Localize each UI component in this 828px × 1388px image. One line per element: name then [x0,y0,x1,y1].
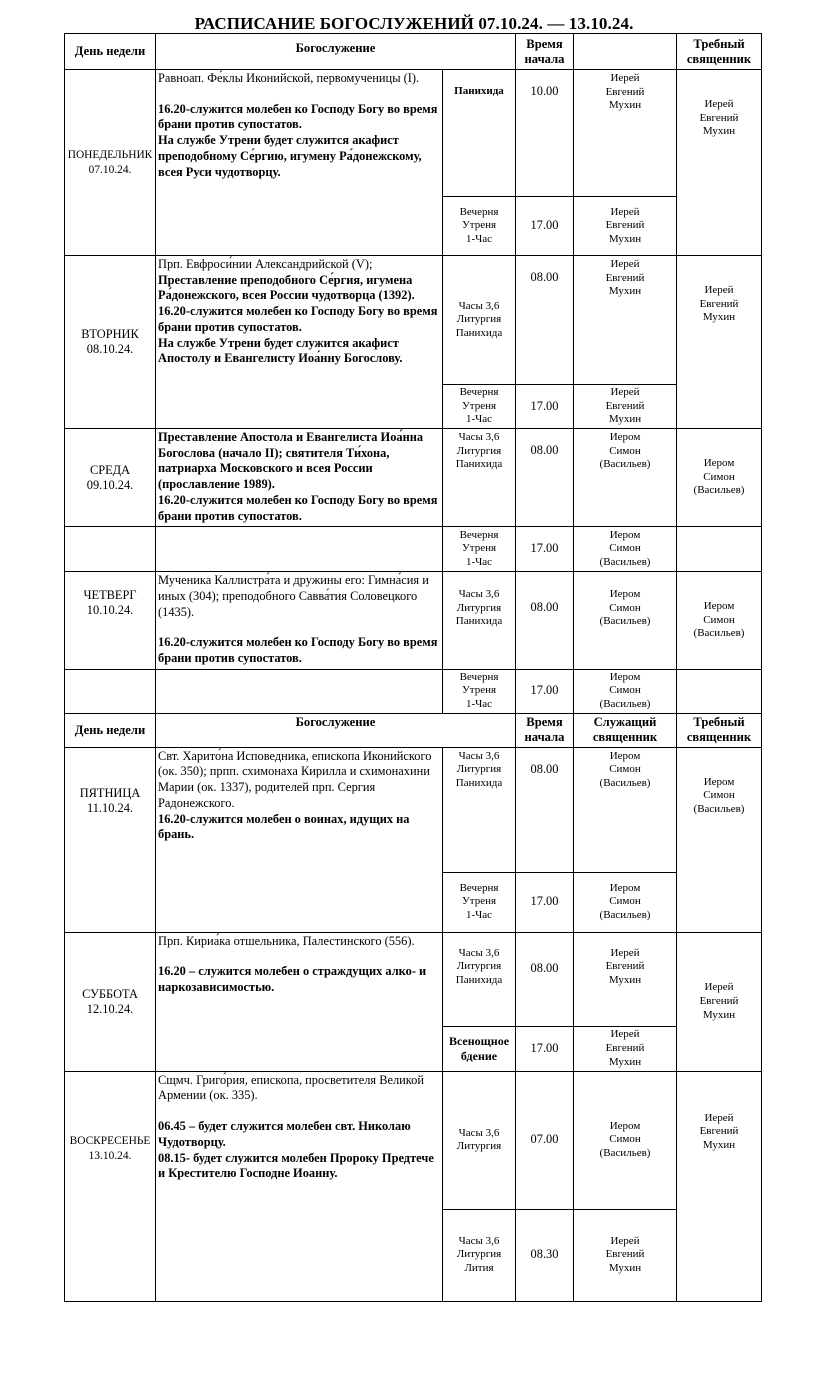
table-row [65,572,762,670]
start-time: 17.00 [516,669,574,713]
serving-priest: Иером Симон (Васильев) [574,669,677,713]
start-time: 10.00 [516,70,574,197]
header-time: Время начала [516,34,574,70]
start-time: 17.00 [516,197,574,256]
serving-priest: Иерей Евгений Мухин [574,1209,677,1301]
header-time: Время начала [516,713,574,747]
start-time: 17.00 [516,385,574,429]
serving-priest: Иером Симон (Васильев) [574,527,677,572]
header-day: День недели [65,34,156,70]
day-cell-wednesday: СРЕДА 09.10.24. [65,429,156,527]
table-header [65,34,762,70]
service-type: Часы 3,6 Литургия [443,1071,516,1209]
table-header [65,713,762,747]
service-type: Вечерня Утреня 1-Час [443,385,516,429]
header-serving: Служащий священник [574,713,677,747]
serving-priest: Иером Симон (Васильев) [574,747,677,872]
treb-priest: Иерей Евгений Мухин [677,1071,762,1301]
start-time: 08.00 [516,747,574,872]
header-treb: Требный священник [677,713,762,747]
empty-cell [677,527,762,572]
service-description: Преставление Апостола и Евангелиста Иоа́нна Богослова (начало II); святителя Ти́хона, патриарха Московского и всея России (прославление 1989). 16.20-служится молебен ко Господу Богу во время брани против супостатов. [156,429,443,527]
table-row [65,932,762,1026]
table-row [65,70,762,197]
service-type: Вечерня Утреня 1-Час [443,527,516,572]
service-description: Прп. Евфроси́нии Александрийской (V); Преставление преподобного Се́ргия, игумена Ра́донежского, всея России чудотворца (1392). 16.20-служится молебен ко Господу Богу во время брани против супостатов. На службе Утрени будет служится акафист Апостолу и Евангелисту Иоа́нну Богослову. [156,256,443,429]
service-type: Часы 3,6 Литургия Панихида [443,932,516,1026]
service-description: Мученика Каллистра́та и дружины его: Гимна́сия и иных (304); преподобного Савва́тия Соловецкого (1435). 16.20-служится молебен ко Господу Богу во время брани против супостатов. [156,572,443,670]
schedule-table [64,33,762,1302]
service-type: Вечерня Утреня 1-Час [443,872,516,932]
service-description: Прп. Кириа́ка отшельника, Палестинского (556). 16.20 – служится молебен о страждущих алко- и наркозависимостью. [156,932,443,1071]
day-cell-friday: ПЯТНИЦА 11.10.24. [65,747,156,932]
treb-priest: Иером Симон (Васильев) [677,429,762,527]
service-type: Часы 3,6 Литургия Панихида [443,429,516,527]
service-description: Сщмч. Григо́рия, епископа, просветителя Великой Армении (ок. 335). 06.45 – будет служится молебен свт. Николаю Чудотворцу. 08.15- будет служится молебен Пророку Предтече и Крестителю Господне Иоанну. [156,1071,443,1301]
start-time: 08.00 [516,256,574,385]
serving-priest: Иером Симон (Васильев) [574,572,677,670]
header-service: Богослужение [156,713,516,747]
day-cell-monday: ПОНЕДЕЛЬНИК 07.10.24. [65,70,156,256]
day-cell-tuesday: ВТОРНИК 08.10.24. [65,256,156,429]
treb-priest: Иером Симон (Васильев) [677,747,762,932]
start-time: 17.00 [516,872,574,932]
service-description: Свт. Харито́на Исповедника, епископа Иконийского (ок. 350); прпп. схимонаха Кирилла и схимонахини Марии (ок. 1337), родителей прп. Сергия Радонежского. 16.20-служится молебен о воинах, идущих на брань. [156,747,443,932]
service-type: Всенощное бдение [443,1026,516,1071]
header-service: Богослужение [156,34,516,70]
service-type: Часы 3,6 Литургия Лития [443,1209,516,1301]
header-serving [574,34,677,70]
header-treb: Требный священник [677,34,762,70]
serving-priest: Иерей Евгений Мухин [574,385,677,429]
service-type: Вечерня Утреня 1-Час [443,197,516,256]
page-title: РАСПИСАНИЕ БОГОСЛУЖЕНИЙ 07.10.24. — 13.10.24. [194,14,634,33]
start-time: 08.00 [516,572,574,670]
start-time: 08.30 [516,1209,574,1301]
service-type: Часы 3,6 Литургия Панихида [443,572,516,670]
empty-cell [65,527,156,572]
serving-priest: Иером Симон (Васильев) [574,1071,677,1209]
empty-cell [65,669,156,713]
serving-priest: Иерей Евгений Мухин [574,932,677,1026]
serving-priest: Иером Симон (Васильев) [574,429,677,527]
treb-priest: Иерей Евгений Мухин [677,932,762,1071]
table-row [65,747,762,872]
start-time: 08.00 [516,429,574,527]
serving-priest: Иером Симон (Васильев) [574,872,677,932]
treb-priest: Иером Симон (Васильев) [677,572,762,670]
serving-priest: Иерей Евгений Мухин [574,1026,677,1071]
empty-cell [156,669,443,713]
serving-priest: Иерей Евгений Мухин [574,70,677,197]
empty-cell [156,527,443,572]
day-cell-thursday: ЧЕТВЕРГ 10.10.24. [65,572,156,670]
service-type: Панихида [443,70,516,197]
treb-priest: Иерей Евгений Мухин [677,256,762,429]
service-description: Равноап. Фе́клы Иконийской, первомученицы (I). 16.20-служится молебен ко Господу Богу во время брани против супостатов. На службе Утрени будет служится акафист преподобному Се́ргию, игумену Ра́донежскому, всея Руси чудотворцу. [156,70,443,256]
table-row [65,669,762,713]
service-type: Часы 3,6 Литургия Панихида [443,747,516,872]
serving-priest: Иерей Евгений Мухин [574,197,677,256]
table-row [65,429,762,527]
day-cell-saturday: СУББОТА 12.10.24. [65,932,156,1071]
table-row [65,527,762,572]
header-day: День недели [65,713,156,747]
service-type: Часы 3,6 Литургия Панихида [443,256,516,385]
start-time: 08.00 [516,932,574,1026]
serving-priest: Иерей Евгений Мухин [574,256,677,385]
table-row [65,256,762,385]
service-type: Вечерня Утреня 1-Час [443,669,516,713]
treb-priest: Иерей Евгений Мухин [677,70,762,256]
day-cell-sunday: ВОСКРЕСЕНЬЕ 13.10.24. [65,1071,156,1301]
start-time: 17.00 [516,527,574,572]
empty-cell [677,669,762,713]
start-time: 07.00 [516,1071,574,1209]
start-time: 17.00 [516,1026,574,1071]
table-row [65,1071,762,1209]
